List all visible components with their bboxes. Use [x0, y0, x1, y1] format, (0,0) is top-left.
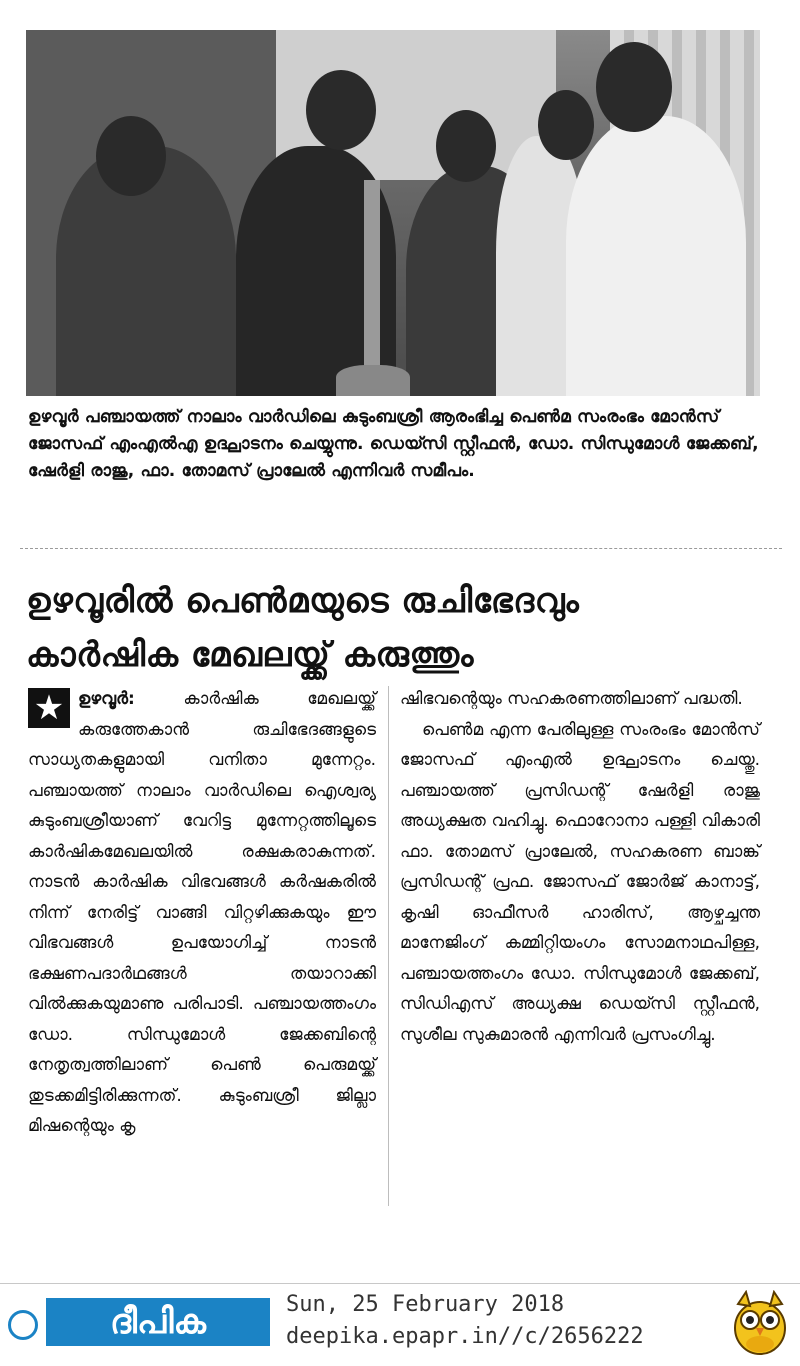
star-icon: ★: [28, 688, 70, 728]
headline-line-1: ഉഴവൂരിൽ പെൺമയുടെ രുചിഭേദവും: [26, 581, 580, 621]
edition-date: Sun, 25 February 2018: [286, 1292, 565, 1317]
headline: [26, 574, 786, 682]
photo-caption: ഉഴവൂർ പഞ്ചായത്ത് നാലാം വാർഡിലെ കുടുംബശ്രീ ആരംഭിച്ച പെൺമ സംരംഭം മോൻസ് ജോസഫ് എംഎൽഎ ഉദ്ഘാടനം ചെയ്യുന്നു. ഡെയ്സി സ്റ്റീഫൻ, ഡോ. സിന്ധുമോൾ ജേക്കബ്, ഷേർളി രാജു, ഫാ. തോമസ് പ്രാലേൽ എന്നിവർ സമീപം.: [28, 407, 759, 481]
article-text-left: കാർഷിക മേഖലയ്ക്ക് കരുത്തേകാൻ രുചിഭേദങ്ങളുടെ സാധ്യതകളുമായി വനിതാ മുന്നേറ്റം. പഞ്ചായത്ത് നാലാം വാർഡിലെ ഐശ്വര്യ കുടുംബശ്രീയാണ് വേറിട്ട മുന്നേറ്റത്തിലൂടെ കാർഷികമേഖലയിൽ രക്ഷകരാകുന്നത്. നാടൻ കാർഷിക വിഭവങ്ങൾ കർഷകരിൽ നിന്ന് നേരിട്ട് വാങ്ങി വിറ്റഴിക്കുകയും ഈ വിഭവങ്ങൾ ഉപയോഗിച്ച് നാടൻ ഭക്ഷണപദാർഥങ്ങൾ തയാറാക്കി വിൽക്കുകയുമാണു പരിപാടി. പഞ്ചായത്തംഗം ഡോ. സിന്ധുമോൾ ജേക്കബിന്റെ നേതൃത്വത്തിലാണ് പെൺ പെരുമയ്ക്ക് തുടക്കമിട്ടിരിക്കുന്നത്. കുടുംബശ്രീ ജില്ലാ മിഷന്റെയും കൃ: [28, 689, 376, 1136]
article-column-left: [28, 684, 376, 1142]
epaper-url: deepika.epapr.in//c/2656222: [286, 1324, 644, 1349]
dateline: ഉഴവൂർ:: [78, 689, 135, 709]
headline-line-2: കാർഷിക മേഖലയ്ക്ക് കരുത്തും: [26, 635, 474, 675]
article-text-right-2: പെൺമ എന്ന പേരിലുള്ള സംരംഭം മോൻസ് ജോസഫ് എംഎൽ ഉദ്ഘാടനം ചെയ്തു. പഞ്ചായത്ത് പ്രസിഡന്റ് ഷേർളി രാജു അധ്യക്ഷത വഹിച്ചു. ഫൊറോനാ പള്ളി വികാരി ഫാ. തോമസ് പ്രാലേൽ, സഹകരണ ബാങ്ക് പ്രസിഡന്റ് പ്രഫ. ജോസഫ് ജോർജ് കാനാട്ട്, കൃഷി ഓഫീസർ ഹാരിസ്, ആഴ്ചച്ചന്ത മാനേജിംഗ് കമ്മിറ്റിയംഗം സോമനാഥപിള്ള, പഞ്ചായത്തംഗം ഡോ. സിന്ധുമോൾ ജേക്കബ്, സിഡിഎസ് അധ്യക്ഷ ഡെയ്സി സ്റ്റീഫൻ, സുശീല സുകുമാരൻ എന്നിവർ പ്രസംഗിച്ചു.: [400, 719, 760, 1045]
column-divider: [388, 686, 389, 1206]
article-text-right-1: ഷിഭവന്റെയും സഹകരണത്തിലാണ് പദ്ധതി.: [400, 689, 743, 709]
divider: [20, 548, 782, 549]
news-photo: [26, 30, 760, 396]
deepika-logo-mark-icon: [8, 1310, 38, 1340]
article-column-right: [400, 684, 760, 1050]
footer-divider: [0, 1283, 800, 1284]
deepika-logo: ദീപിക: [46, 1298, 270, 1346]
owl-mascot-icon: [732, 1290, 788, 1356]
